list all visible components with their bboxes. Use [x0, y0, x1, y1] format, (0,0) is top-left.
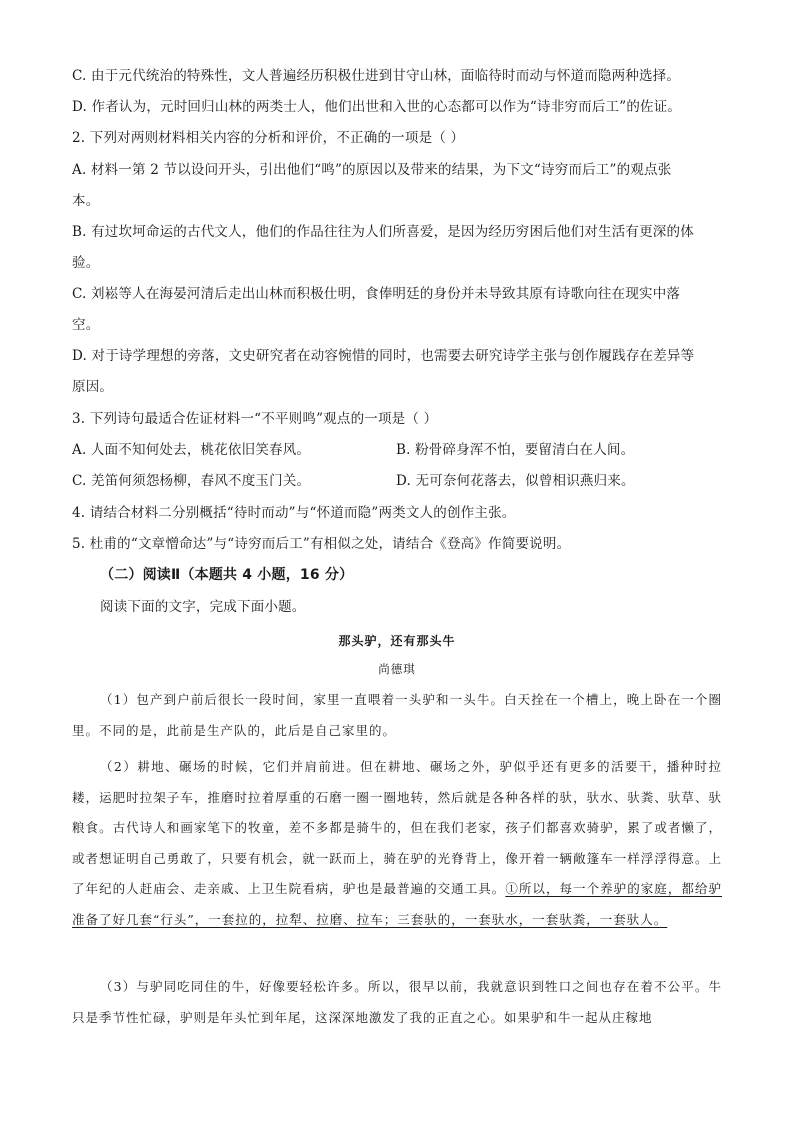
q2-option-d-line1: D. 对于诗学理想的旁落，文史研究者在动容惋惜的同时，也需要去研究诗学主张与创作履践存在差异等 — [72, 348, 695, 364]
paragraph-2-text: （2）耕地、碾场的时候，它们并肩前进。但在耕地、碾场之外，驴似乎还有更多的活要干，播种时拉耧，运肥时拉架子车，推磨时拉着厚重的石磨一圈一圈地转，然后就是各种各样的驮，驮水、驮粪、驮草、驮粮食。古代诗人和画家笔下的牧童，差不多都是骑牛的，但在我们老家，孩子们都喜欢骑驴，累了或者懒了，或者想证明自己勇敢了，只要有机会，就一跃而上，骑在驴的光脊背上，像开着一辆敞篷车一样浮浮得意。上了年纪的人赶庙会、走亲戚、上卫生院看病，驴也是最普遍的交通工具。 — [72, 759, 722, 896]
article-paragraph-3: （3）与驴同吃同住的牛，好像要轻松许多。所以，很早以前，我就意识到牲口之间也存在着不公平。牛只是季节性忙碌，驴则是年头忙到年尾，这深深地激发了我的正直之心。如果驴和牛一起从庄稼地 — [72, 979, 722, 1025]
q5-stem: 5. 杜甫的“文章憎命达”与“诗穷而后工”有相似之处，请结合《登高》作简要说明。 — [72, 536, 571, 552]
q3-option-c: C. 羌笛何须怨杨柳，春风不度玉门关。 — [72, 473, 311, 489]
q4-stem: 4. 请结合材料二分别概括“待时而动”与“怀道而隐”两类文人的创作主张。 — [72, 505, 516, 521]
reading-instruction: 阅读下面的文字，完成下面小题。 — [100, 599, 306, 615]
q2-option-b-line2: 验。 — [72, 255, 100, 271]
q3-option-a: A. 人面不知何处去，桃花依旧笑春风。 — [72, 442, 311, 458]
q2-stem: 2. 下列对两则材料相关内容的分析和评价，不正确的一项是（ ） — [72, 130, 465, 146]
q2-option-b-line1: B. 有过坎坷命运的古代文人，他们的作品往往为人们所喜爱，是因为经历穷困后他们对生活有更深的体 — [72, 224, 694, 240]
article-author: 尚德琪 — [378, 662, 416, 676]
q3-stem: 3. 下列诗句最适合佐证材料一“不平则鸣”观点的一项是（ ） — [72, 411, 438, 427]
section-heading: （二）阅读Ⅱ（本题共 4 小题，16 分） — [100, 567, 354, 583]
article-paragraph-2 — [72, 752, 722, 935]
q2-option-a-line2: 本。 — [72, 193, 100, 209]
q1-option-d: D. 作者认为，元时回归山林的两类士人，他们出世和入世的心态都可以作为“诗非穷而后工”的佐证。 — [72, 99, 682, 115]
q2-option-c-line1: C. 刘崧等人在海晏河清后走出山林而积极仕明，食俸明廷的身份并未导致其原有诗歌向往在现实中落 — [72, 286, 681, 302]
q2-option-a-line1: A. 材料一第 2 节以设问开头，引出他们“鸣”的原因以及带来的结果，为下文“诗穷而后工”的观点张 — [72, 162, 672, 178]
q1-option-c: C. 由于元代统治的特殊性，文人普遍经历积极仕进到甘守山林，面临待时而动与怀道而隐两种选择。 — [72, 68, 681, 84]
q2-option-d-line2: 原因。 — [72, 379, 114, 395]
q3-option-d: D. 无可奈何花落去，似曾相识燕归来。 — [396, 473, 635, 489]
q3-option-b: B. 粉骨碎身浑不怕，要留清白在人间。 — [396, 442, 635, 458]
article-paragraph-1: （1）包产到户前后很长一段时间，家里一直喂着一头驴和一头牛。白天拴在一个槽上，晚上卧在一个圈里。不同的是，此前是生产队的，此后是自己家里的。 — [72, 692, 722, 738]
q2-option-c-line2: 空。 — [72, 317, 100, 333]
article-title: 那头驴，还有那头牛 — [338, 634, 456, 648]
paragraph-2-underlined-sentence: ①所以，每一个养驴的家庭，都给驴准备了好几套“行头”，一套拉的，拉犁、拉磨、拉车；三套驮的，一套驮水，一套驮粪，一套驮人。 — [72, 881, 722, 927]
